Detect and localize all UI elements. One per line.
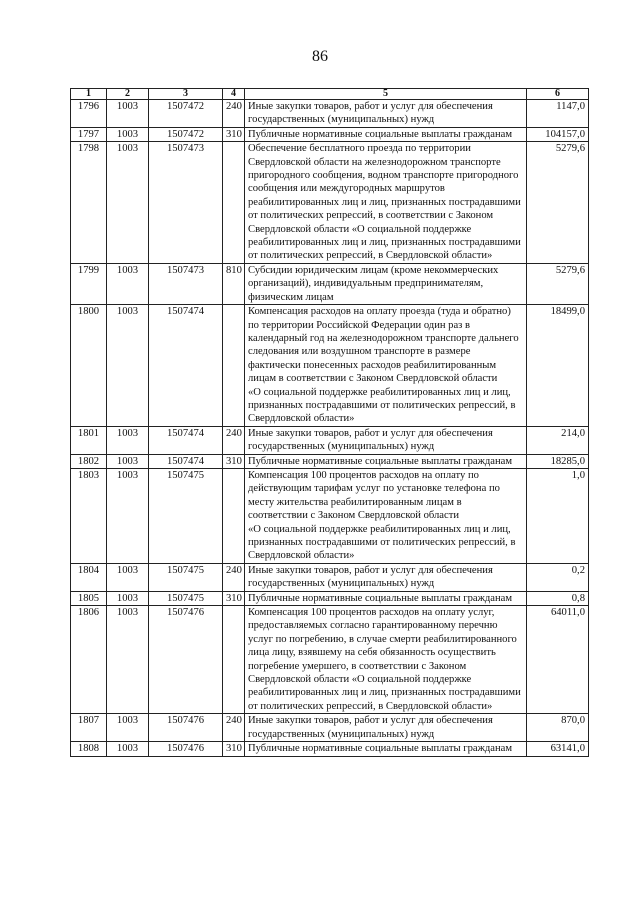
- col-header-1: 1: [71, 89, 107, 100]
- col-header-5: 5: [245, 89, 527, 100]
- item-name-cell: Публичные нормативные социальные выплаты гражданам: [245, 591, 527, 605]
- target-article-cell: 1507472: [149, 100, 223, 128]
- table-row: [71, 606, 589, 714]
- amount-cell: 63141,0: [527, 742, 589, 756]
- table-row: [71, 263, 589, 304]
- target-article-cell: 1507475: [149, 591, 223, 605]
- row-number-cell: 1806: [71, 606, 107, 714]
- item-name-cell: Компенсация 100 процентов расходов на оплату по действующим тарифам услуг по установке телефона по месту жительства реабилитированным лицам в соответствии с Законом Свердловской области «О социальной поддержке реабилитированных лиц и лиц, признанных пострадавшими от политических репрессий, в Свердловской области»: [245, 468, 527, 563]
- table-row: [71, 714, 589, 742]
- table-row: [71, 468, 589, 563]
- section-code-cell: 1003: [107, 714, 149, 742]
- target-article-cell: 1507473: [149, 142, 223, 264]
- amount-cell: 18285,0: [527, 454, 589, 468]
- amount-cell: 0,2: [527, 563, 589, 591]
- expense-type-cell: 310: [223, 742, 245, 756]
- row-number-cell: 1805: [71, 591, 107, 605]
- table-row: [71, 591, 589, 605]
- section-code-cell: 1003: [107, 142, 149, 264]
- table-header: [71, 89, 589, 100]
- amount-cell: 5279,6: [527, 263, 589, 304]
- expense-type-cell: 240: [223, 426, 245, 454]
- row-number-cell: 1807: [71, 714, 107, 742]
- section-code-cell: 1003: [107, 127, 149, 141]
- item-name-cell: Компенсация 100 процентов расходов на оплату услуг, предоставляемых согласно гарантированному перечню услуг по погребению, в случае смерти реабилитированного лица лицу, взявшему на себя обязанность осуществить погребение умершего, в соответствии с Законом Свердловской области «О социальной поддержке реабилитированных лиц и лиц, признанных пострадавшими от политических репрессий, в Свердловской области»: [245, 606, 527, 714]
- row-number-cell: 1803: [71, 468, 107, 563]
- amount-cell: 870,0: [527, 714, 589, 742]
- target-article-cell: 1507474: [149, 426, 223, 454]
- target-article-cell: 1507476: [149, 606, 223, 714]
- target-article-cell: 1507475: [149, 468, 223, 563]
- expense-type-cell: 310: [223, 127, 245, 141]
- table-row: [71, 426, 589, 454]
- section-code-cell: 1003: [107, 263, 149, 304]
- target-article-cell: 1507475: [149, 563, 223, 591]
- expense-type-cell: 240: [223, 563, 245, 591]
- row-number-cell: 1796: [71, 100, 107, 128]
- expense-type-cell: 810: [223, 263, 245, 304]
- section-code-cell: 1003: [107, 742, 149, 756]
- expense-type-cell: 240: [223, 100, 245, 128]
- item-name-cell: Публичные нормативные социальные выплаты гражданам: [245, 127, 527, 141]
- row-number-cell: 1800: [71, 305, 107, 427]
- table-row: [71, 563, 589, 591]
- item-name-cell: Иные закупки товаров, работ и услуг для обеспечения государственных (муниципальных) нужд: [245, 426, 527, 454]
- col-header-3: 3: [149, 89, 223, 100]
- table-row: [71, 305, 589, 427]
- target-article-cell: 1507474: [149, 305, 223, 427]
- col-header-4: 4: [223, 89, 245, 100]
- amount-cell: 104157,0: [527, 127, 589, 141]
- target-article-cell: 1507473: [149, 263, 223, 304]
- row-number-cell: 1808: [71, 742, 107, 756]
- row-number-cell: 1798: [71, 142, 107, 264]
- expense-type-cell: [223, 305, 245, 427]
- item-name-cell: Иные закупки товаров, работ и услуг для обеспечения государственных (муниципальных) нужд: [245, 563, 527, 591]
- target-article-cell: 1507472: [149, 127, 223, 141]
- budget-table: [70, 88, 589, 757]
- item-name-cell: Компенсация расходов на оплату проезда (туда и обратно) по территории Российской Федерации один раз в календарный год на железнодорожном транспорте дальнего следования или воздушном транспорте в размере фактически понесенных расходов реабилитированным лицам в соответствии с Законом Свердловской области «О социальной поддержке реабилитированных лиц и лиц, признанных пострадавшими от политических репрессий, в Свердловской области»: [245, 305, 527, 427]
- amount-cell: 18499,0: [527, 305, 589, 427]
- table-row: [71, 100, 589, 128]
- table-row: [71, 454, 589, 468]
- table-row: [71, 142, 589, 264]
- expense-type-cell: 310: [223, 591, 245, 605]
- section-code-cell: 1003: [107, 305, 149, 427]
- table-row: [71, 127, 589, 141]
- expense-type-cell: [223, 468, 245, 563]
- item-name-cell: Субсидии юридическим лицам (кроме некоммерческих организаций), индивидуальным предпринимателям, физическим лицам: [245, 263, 527, 304]
- section-code-cell: 1003: [107, 606, 149, 714]
- section-code-cell: 1003: [107, 426, 149, 454]
- section-code-cell: 1003: [107, 468, 149, 563]
- row-number-cell: 1804: [71, 563, 107, 591]
- item-name-cell: Иные закупки товаров, работ и услуг для обеспечения государственных (муниципальных) нужд: [245, 714, 527, 742]
- table-row: [71, 742, 589, 756]
- amount-cell: 64011,0: [527, 606, 589, 714]
- target-article-cell: 1507476: [149, 714, 223, 742]
- amount-cell: 1,0: [527, 468, 589, 563]
- amount-cell: 5279,6: [527, 142, 589, 264]
- amount-cell: 214,0: [527, 426, 589, 454]
- target-article-cell: 1507476: [149, 742, 223, 756]
- row-number-cell: 1801: [71, 426, 107, 454]
- expense-type-cell: 240: [223, 714, 245, 742]
- target-article-cell: 1507474: [149, 454, 223, 468]
- header-row: [71, 89, 589, 100]
- expense-type-cell: [223, 606, 245, 714]
- amount-cell: 0,8: [527, 591, 589, 605]
- item-name-cell: Публичные нормативные социальные выплаты гражданам: [245, 742, 527, 756]
- section-code-cell: 1003: [107, 100, 149, 128]
- row-number-cell: 1797: [71, 127, 107, 141]
- table-body: [71, 100, 589, 757]
- section-code-cell: 1003: [107, 563, 149, 591]
- item-name-cell: Иные закупки товаров, работ и услуг для обеспечения государственных (муниципальных) нужд: [245, 100, 527, 128]
- item-name-cell: Обеспечение бесплатного проезда по территории Свердловской области на железнодорожном транспорте пригородного сообщения, водном транспорте пригородного сообщения или междугородных маршрутов реабилитированных лиц и лиц, признанных пострадавшими от политических репрессий, в соответствии с Законом Свердловской области «О социальной поддержке реабилитированных лиц и лиц, признанных пострадавшими от политических репрессий, в Свердловской области»: [245, 142, 527, 264]
- expense-type-cell: [223, 142, 245, 264]
- amount-cell: 1147,0: [527, 100, 589, 128]
- row-number-cell: 1799: [71, 263, 107, 304]
- item-name-cell: Публичные нормативные социальные выплаты гражданам: [245, 454, 527, 468]
- expense-type-cell: 310: [223, 454, 245, 468]
- page-number: 86: [312, 48, 328, 65]
- section-code-cell: 1003: [107, 454, 149, 468]
- section-code-cell: 1003: [107, 591, 149, 605]
- col-header-6: 6: [527, 89, 589, 100]
- col-header-2: 2: [107, 89, 149, 100]
- row-number-cell: 1802: [71, 454, 107, 468]
